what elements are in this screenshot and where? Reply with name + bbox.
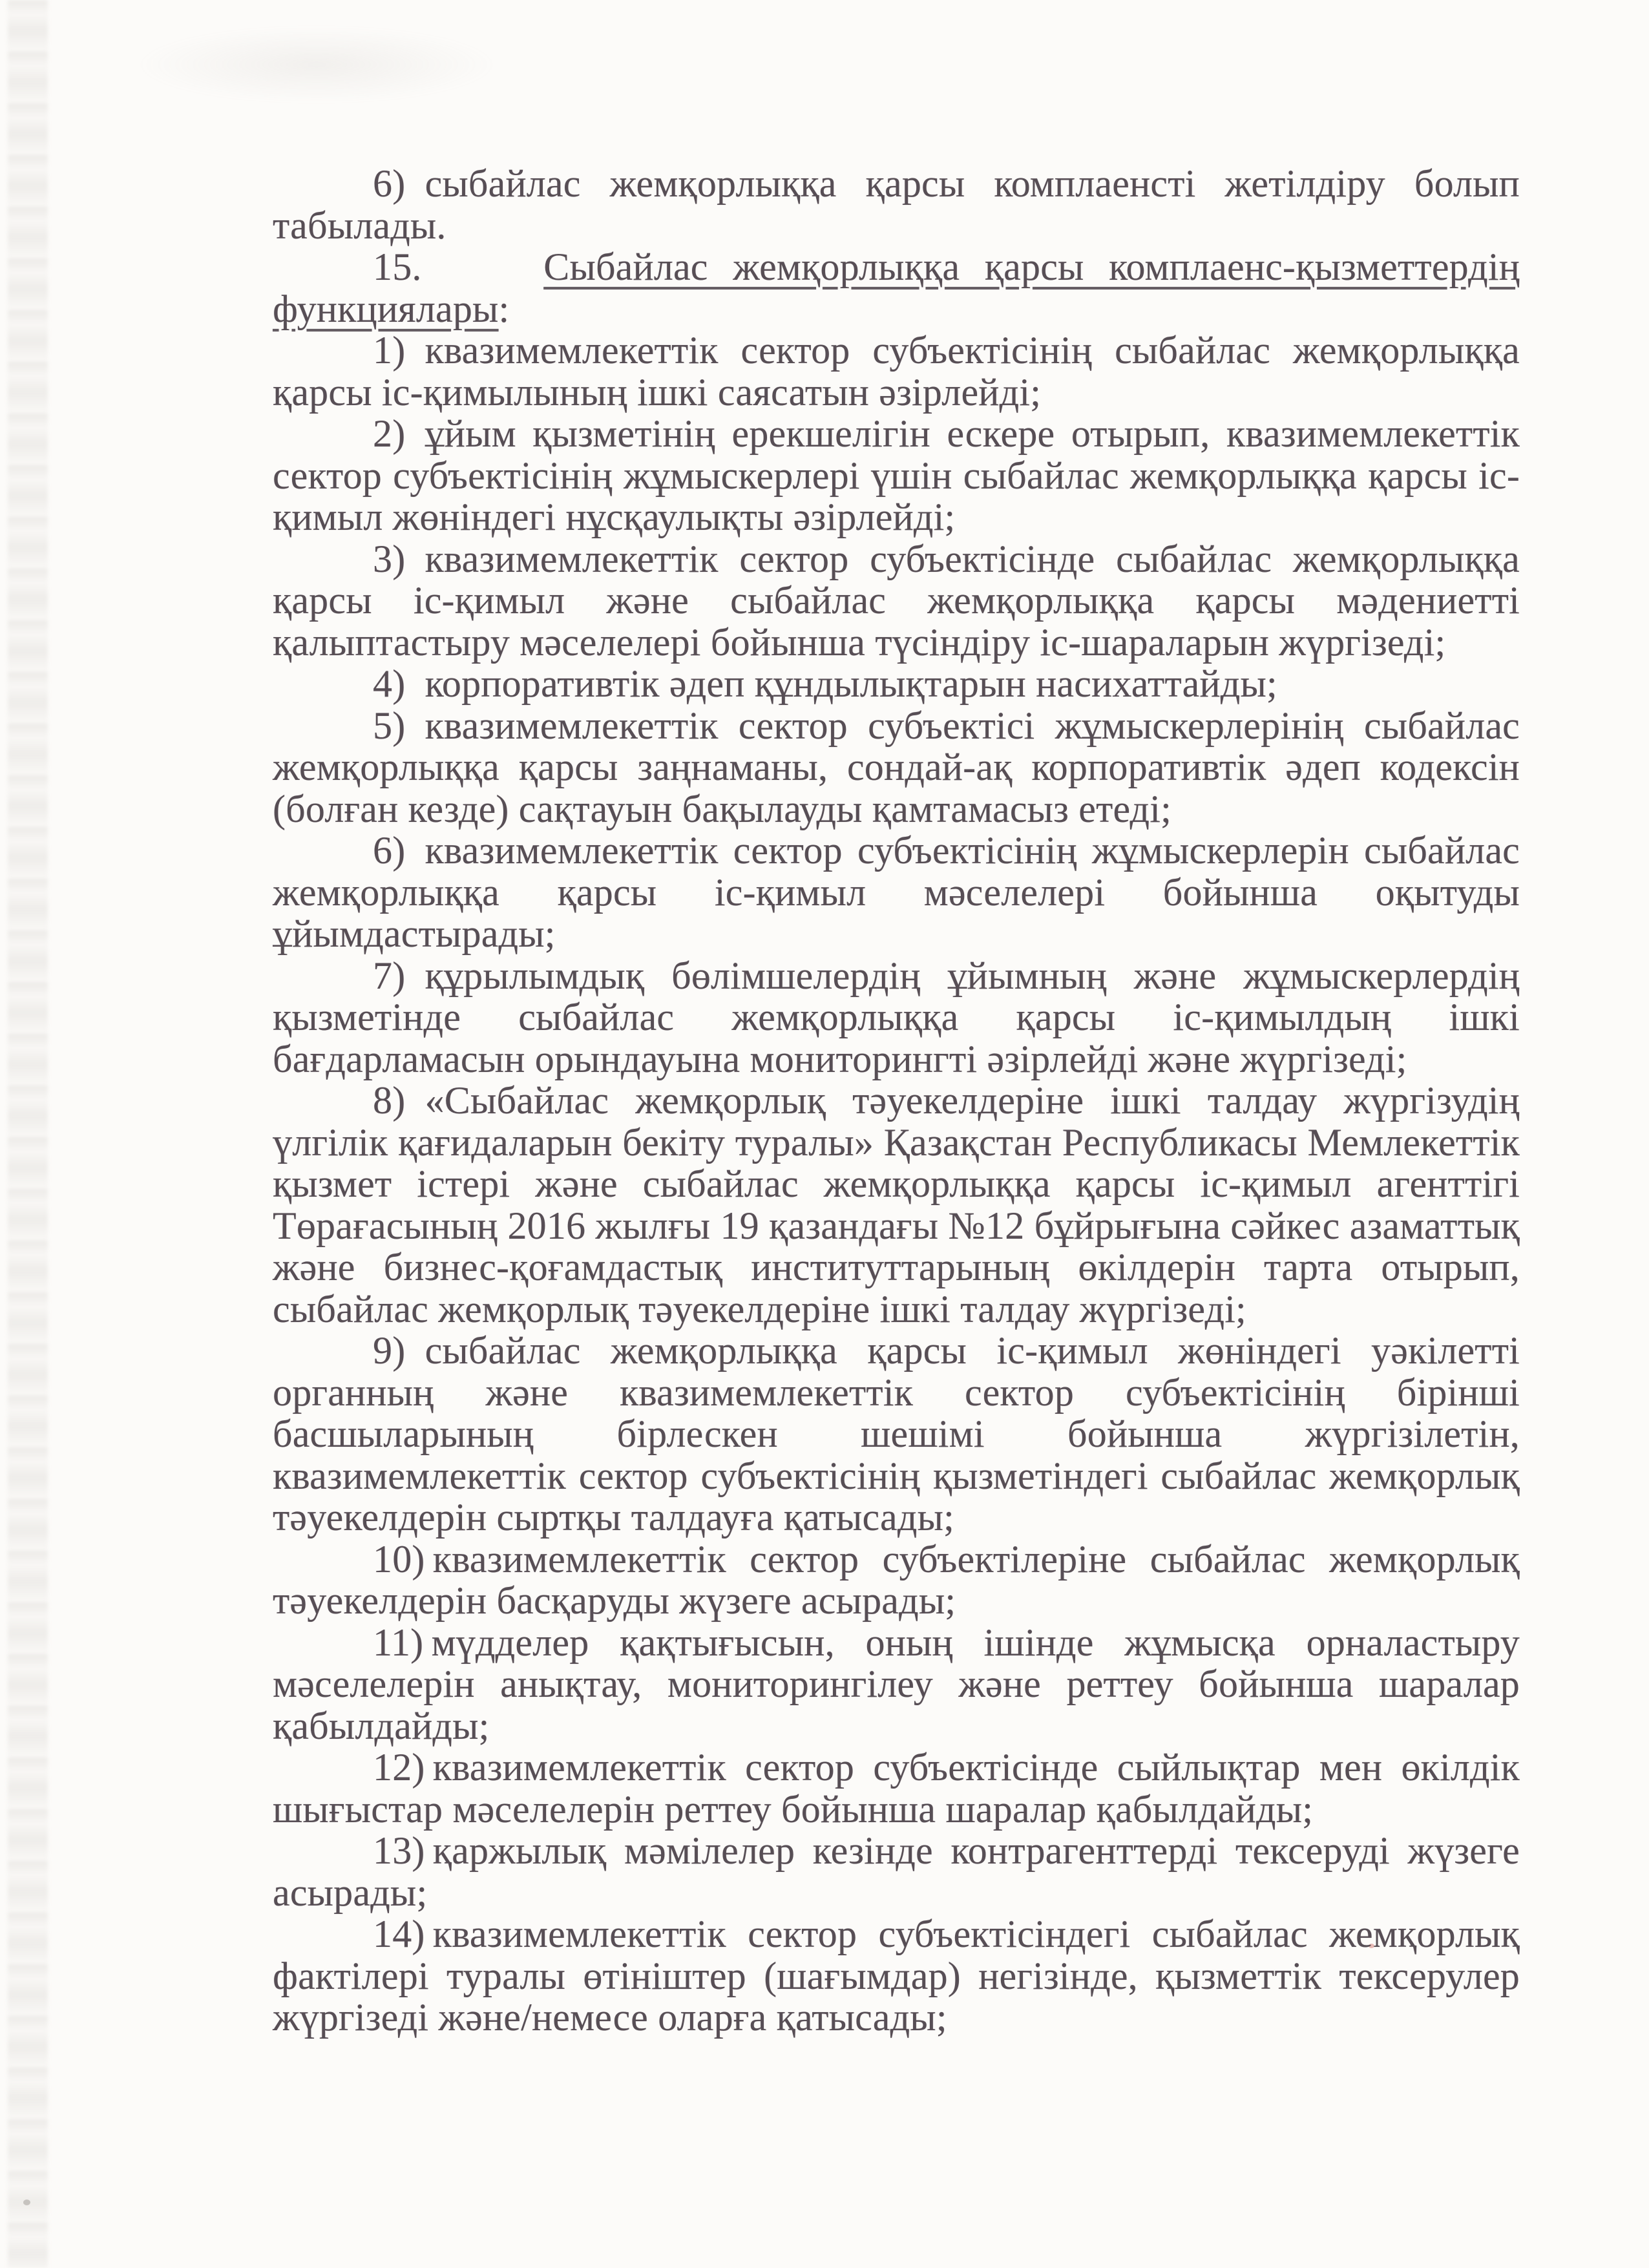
- clause-15-number: 15.: [373, 246, 422, 288]
- left-scan-edge-artifact: [8, 0, 48, 2268]
- list-item-6-continued: 6) сыбайлас жемқорлыққа қарсы комплаенсті жетілдіру болып табылады.: [273, 162, 1520, 247]
- function-item-7: 7) құрылымдық бөлімшелердің ұйымның және жұмыскерлердің қызметінде сыбайлас жемқорлыққа қарсы іс-қимылдың ішкі бағдарламасын орындауына мониторингті әзірлейді және жүргізеді;: [273, 954, 1520, 1080]
- function-item-2: 2) ұйым қызметінің ерекшелігін ескере отырып, квазимемлекеттік сектор субъектісінің жұмыскерлері үшін сыбайлас жемқорлыққа қарсы іс-қимыл жөніндегі нұсқаулықты әзірлейді;: [273, 412, 1520, 538]
- clause-15-colon: :: [498, 287, 510, 330]
- function-item-8: 8) «Сыбайлас жемқорлық тәуекелдеріне ішкі талдау жүргізудің үлгілік қағидаларын бекіту туралы» Қазақстан Республикасы Мемлекеттік қызмет істері және сыбайлас жемқорлыққа қарсы іс-қимыл агенттігі Төрағасының 2016 жылғы 19 қазандағы №12 бұйрығына сәйкес азаматтық және бизнес-қоғамдастық институттарының өкілдерін тарта отырып, сыбайлас жемқорлық тәуекелдеріне ішкі талдау жүргізеді;: [273, 1079, 1520, 1330]
- clause-15-heading: [273, 246, 1520, 330]
- function-item-11: 11) мүдделер қақтығысын, оның ішінде жұмысқа орналастыру мәселелерін анықтау, мониторингілеу және реттеу бойынша шаралар қабылдайды;: [273, 1621, 1520, 1747]
- gray-speck-artifact: [23, 2200, 30, 2205]
- scan-smudge-artifact: [136, 26, 498, 103]
- function-item-1: 1) квазимемлекеттік сектор субъектісінің сыбайлас жемқорлыққа қарсы іс-қимылының ішкі саясатын әзірлейді;: [273, 329, 1520, 414]
- function-item-9: 9) сыбайлас жемқорлыққа қарсы іс-қимыл жөніндегі уәкілетті органның және квазимемлекеттік сектор субъектісінің бірінші басшыларының бірлескен шешімі бойынша жүргізілетін, квазимемлекеттік сектор субъектісінің қызметіндегі сыбайлас жемқорлық тәуекелдерін сыртқы талдауға қатысады;: [273, 1329, 1520, 1538]
- function-item-10: 10) квазимемлекеттік сектор субъектілеріне сыбайлас жемқорлық тәуекелдерін басқаруды жүзеге асырады;: [273, 1537, 1520, 1622]
- function-item-3: 3) квазимемлекеттік сектор субъектісінде сыбайлас жемқорлыққа қарсы іс-қимыл және сыбайлас жемқорлыққа қарсы мәдениетті қалыптастыру мәселелері бойынша түсіндіру іс-шараларын жүргізеді;: [273, 537, 1520, 664]
- function-item-12: 12) квазимемлекеттік сектор субъектісінде сыйлықтар мен өкілдік шығыстар мәселелерін реттеу бойынша шаралар қабылдайды;: [273, 1746, 1520, 1831]
- document-text-block: [273, 163, 1520, 2039]
- function-item-14: 14) квазимемлекеттік сектор субъектісіндегі сыбайлас жемқорлық фактілері туралы өтініштер (шағымдар) негізінде, қызметтік тексерулер жүргізеді және/немесе оларға қатысады;: [273, 1913, 1520, 2039]
- function-item-13: 13) қаржылық мәмілелер кезінде контрагенттерді тексеруді жүзеге асырады;: [273, 1829, 1520, 1914]
- function-item-5: 5) квазимемлекеттік сектор субъектісі жұмыскерлерінің сыбайлас жемқорлыққа қарсы заңнаманы, сондай-ақ корпоративтік әдеп кодексін (болған кезде) сақтауын бақылауды қамтамасыз етеді;: [273, 704, 1520, 830]
- clause-15-title-underlined: Сыбайлас жемқорлыққа қарсы комплаенс-қызметтердің функциялары: [273, 246, 1520, 330]
- function-item-4: 4) корпоративтік әдеп құндылықтарын насихаттайды;: [373, 662, 1277, 705]
- function-item-6: 6) квазимемлекеттік сектор субъектісінің жұмыскерлерін сыбайлас жемқорлыққа қарсы іс-қимыл мәселелері бойынша оқытуды ұйымдастырады;: [273, 829, 1520, 955]
